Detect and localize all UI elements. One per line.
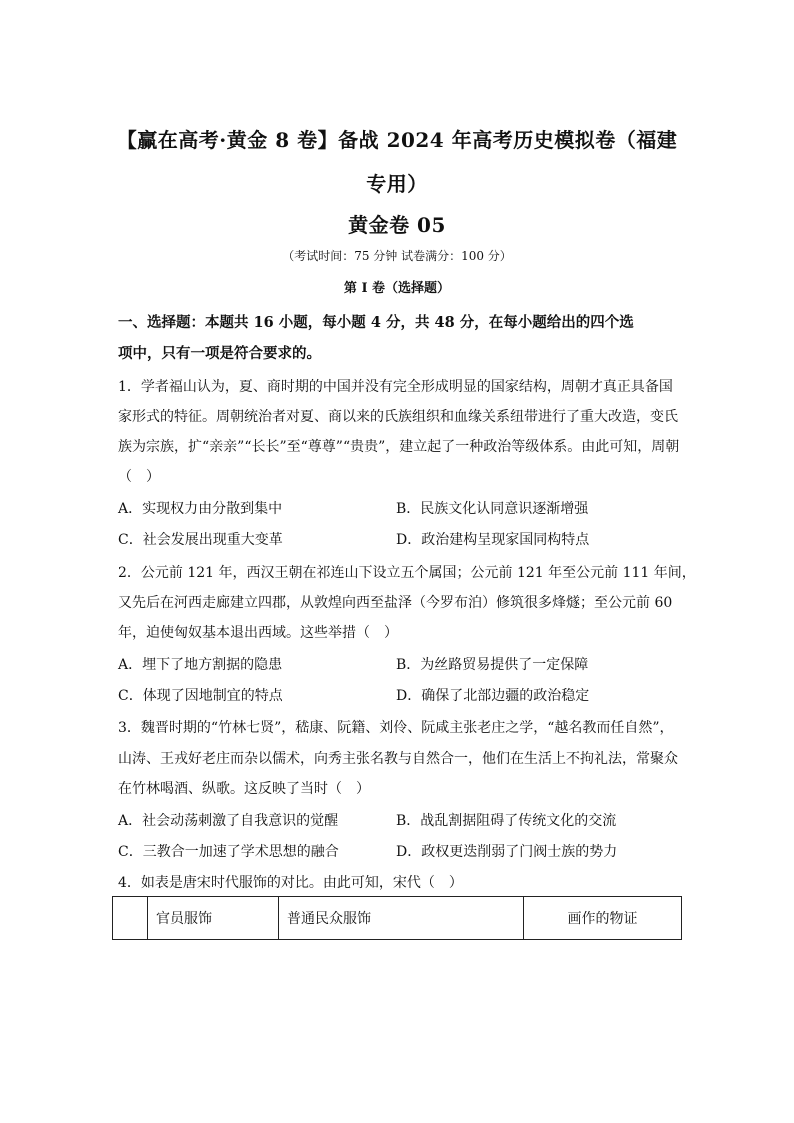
question-2-option-b: B．为丝路贸易提供了一定保障 bbox=[396, 657, 589, 673]
document-subtitle: 黄金卷 05 bbox=[348, 213, 446, 237]
question-3-option-d: D．政权更迭削弱了门阀士族的势力 bbox=[396, 844, 618, 860]
question-1-option-b: B．民族文化认同意识逐渐增强 bbox=[396, 501, 589, 517]
question-3-line: 在竹林喝酒、纵歌。这反映了当时（ ） bbox=[118, 781, 370, 797]
table-header-cell bbox=[113, 897, 148, 940]
table-header-cell: 官员服饰 bbox=[148, 897, 279, 940]
question-4-line: 4．如表是唐宋时代服饰的对比。由此可知，宋代（ ） bbox=[118, 875, 463, 891]
question-1-option-a: A．实现权力由分散到集中 bbox=[118, 501, 283, 517]
question-1-line: 家形式的特征。周朝统治者对夏、商以来的氏族组织和血缘关系纽带进行了重大改造，变氏 bbox=[118, 409, 678, 425]
question-2-option-d: D．确保了北部边疆的政治稳定 bbox=[396, 688, 590, 704]
document-title-line2: 专用） bbox=[366, 172, 428, 196]
section-heading-line1: 一、选择题：本题共 16 小题，每小题 4 分，共 48 分，在每小题给出的四个选 bbox=[118, 314, 634, 331]
table-header-cell: 普通民众服饰 bbox=[279, 897, 524, 940]
question-1-option-d: D．政治建构呈现家国同构特点 bbox=[396, 532, 590, 548]
section-heading-line2: 项中，只有一项是符合要求的。 bbox=[118, 345, 321, 362]
table-header-cell: 画作的物证 bbox=[524, 897, 682, 940]
question-2-option-a: A．埋下了地方割据的隐患 bbox=[118, 657, 283, 673]
question-2-line: 2．公元前 121 年，西汉王朝在祁连山下设立五个属国；公元前 121 年至公元前 111 年间， bbox=[118, 565, 696, 581]
question-3-option-b: B．战乱割据阻碍了传统文化的交流 bbox=[396, 813, 617, 829]
question-1-line: 1．学者福山认为，夏、商时期的中国并没有完全形成明显的国家结构，周朝才真正具备国 bbox=[118, 379, 673, 395]
question-3-line: 山涛、王戎好老庄而杂以儒术，向秀主张名教与自然合一，他们在生活上不拘礼法，常聚众 bbox=[118, 751, 678, 767]
question-2-line: 又先后在河西走廊建立四郡，从敦煌向西至盐泽（今罗布泊）修筑很多烽燧；至公元前 60 bbox=[118, 595, 673, 611]
question-3-option-c: C．三教合一加速了学术思想的融合 bbox=[118, 844, 339, 860]
document-title-line1: 【赢在高考·黄金 8 卷】备战 2024 年高考历史模拟卷（福建 bbox=[116, 128, 678, 152]
question-2-option-c: C．体现了因地制宜的特点 bbox=[118, 688, 283, 704]
question-1-line: 族为宗族，扩“亲亲”“长长”至“尊尊”“贵贵”，建立起了一种政治等级体系。由此可知，周朝 bbox=[118, 439, 680, 455]
question-3-option-a: A．社会动荡刺激了自我意识的觉醒 bbox=[118, 813, 339, 829]
question-2-line: 年，迫使匈奴基本退出西域。这些举措（ ） bbox=[118, 625, 398, 641]
question-4-table bbox=[112, 896, 682, 940]
exam-info: （考试时间：75 分钟 试卷满分：100 分） bbox=[282, 249, 512, 263]
question-1-line: （ ） bbox=[118, 469, 160, 485]
table-header-row bbox=[113, 897, 682, 940]
question-1-option-c: C．社会发展出现重大变革 bbox=[118, 532, 283, 548]
question-3-line: 3．魏晋时期的“竹林七贤”，嵇康、阮籍、刘伶、阮咸主张老庄之学，“越名教而任自然”， bbox=[118, 720, 674, 736]
volume-heading: 第 I 卷（选择题） bbox=[343, 281, 451, 296]
